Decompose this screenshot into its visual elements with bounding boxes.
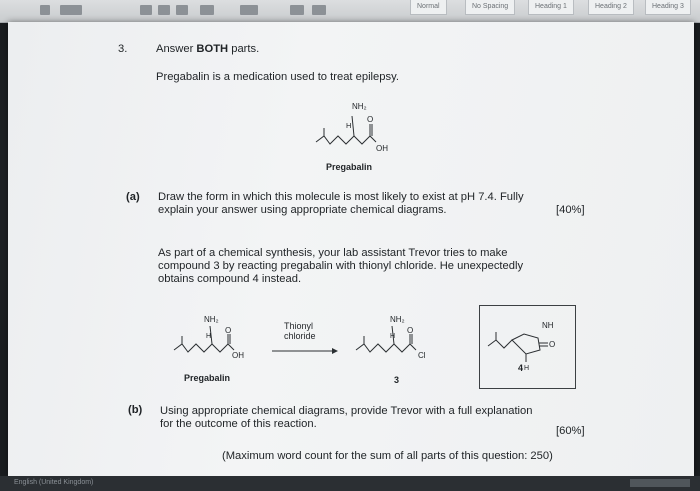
instruction-prefix: Answer: [156, 43, 197, 55]
part-a-label: (a): [126, 191, 140, 203]
scheme-nh2-label: NH₂: [204, 315, 219, 324]
style-no-spacing[interactable]: No Spacing: [465, 0, 515, 15]
synthesis-line2: compound 3 by reacting pregabalin with thionyl chloride. He unexpectedly: [158, 260, 524, 272]
c4-o-label: O: [549, 340, 556, 349]
status-bar: [0, 476, 700, 491]
document-page[interactable]: [8, 22, 694, 476]
font-color-icon[interactable]: [40, 5, 50, 15]
borders-icon[interactable]: [312, 5, 326, 15]
c4-nh-label: NH: [542, 321, 554, 330]
instruction-bold: BOTH: [196, 43, 229, 55]
outline-icon[interactable]: [176, 5, 188, 15]
c3-o-label: O: [407, 326, 414, 335]
style-normal[interactable]: Normal: [410, 0, 447, 15]
part-b-marks: [60%]: [556, 425, 585, 437]
line-spacing-icon[interactable]: [240, 5, 258, 15]
pregabalin-caption: Pregabalin: [326, 162, 373, 172]
instruction-suffix: parts.: [228, 43, 260, 55]
part-a-line2: explain your answer using appropriate chemical diagrams.: [158, 204, 447, 216]
style-heading-1[interactable]: Heading 1: [528, 0, 574, 15]
style-heading-3[interactable]: Heading 3: [645, 0, 691, 15]
question-intro: Pregabalin is a medication used to treat epilepsy.: [156, 71, 399, 83]
style-heading-2[interactable]: Heading 2: [588, 0, 634, 15]
reagent-line2: chloride: [284, 331, 316, 341]
scheme-oh-label: OH: [232, 351, 244, 360]
synthesis-line1: As part of a chemical synthesis, your lab assistant Trevor tries to make: [158, 247, 508, 259]
part-b-line1: Using appropriate chemical diagrams, provide Trevor with a full explanation: [160, 405, 533, 417]
scheme-pregabalin-label: Pregabalin: [184, 373, 231, 383]
question-instruction: [156, 43, 259, 56]
nh2-label: NH₂: [352, 102, 367, 111]
h-label: H: [346, 121, 352, 130]
c4-h-label: H: [524, 365, 530, 372]
part-a-line1: Draw the form in which this molecule is most likely to exist at pH 7.4. Fully: [158, 191, 524, 203]
pregabalin-structure: [308, 98, 418, 158]
c3-h-label: H: [390, 333, 396, 340]
compound-4-structure: [482, 312, 572, 372]
view-controls[interactable]: [630, 479, 690, 487]
c3-cl-label: Cl: [418, 351, 426, 360]
ribbon-toolbar: [0, 0, 700, 23]
reagent-line1: Thionyl: [284, 321, 314, 331]
word-count-note: (Maximum word count for the sum of all parts of this question: 250): [222, 450, 553, 462]
oh-label: OH: [376, 144, 388, 153]
o-label: O: [367, 115, 374, 124]
numbering-icon[interactable]: [158, 5, 170, 15]
compound-3-structure: [350, 314, 445, 364]
bullets-icon[interactable]: [140, 5, 152, 15]
scheme-h-label: H: [206, 333, 212, 340]
reaction-arrow: [270, 346, 340, 356]
part-b-label: (b): [128, 404, 143, 416]
highlight-icon[interactable]: [60, 5, 82, 15]
scheme-o-label: O: [225, 326, 232, 335]
shading-icon[interactable]: [290, 5, 304, 15]
c3-nh2-label: NH₂: [390, 315, 405, 324]
part-b-line2: for the outcome of this reaction.: [160, 418, 317, 430]
question-number: 3.: [118, 43, 128, 55]
indent-icon[interactable]: [200, 5, 214, 15]
language-indicator[interactable]: English (United Kingdom): [14, 479, 94, 486]
compound-3-label: 3: [394, 375, 400, 385]
synthesis-line3: obtains compound 4 instead.: [158, 273, 302, 285]
compound-4-label: 4: [518, 363, 524, 373]
pregabalin-scheme-structure: [168, 314, 258, 364]
part-a-marks: [40%]: [556, 204, 585, 216]
